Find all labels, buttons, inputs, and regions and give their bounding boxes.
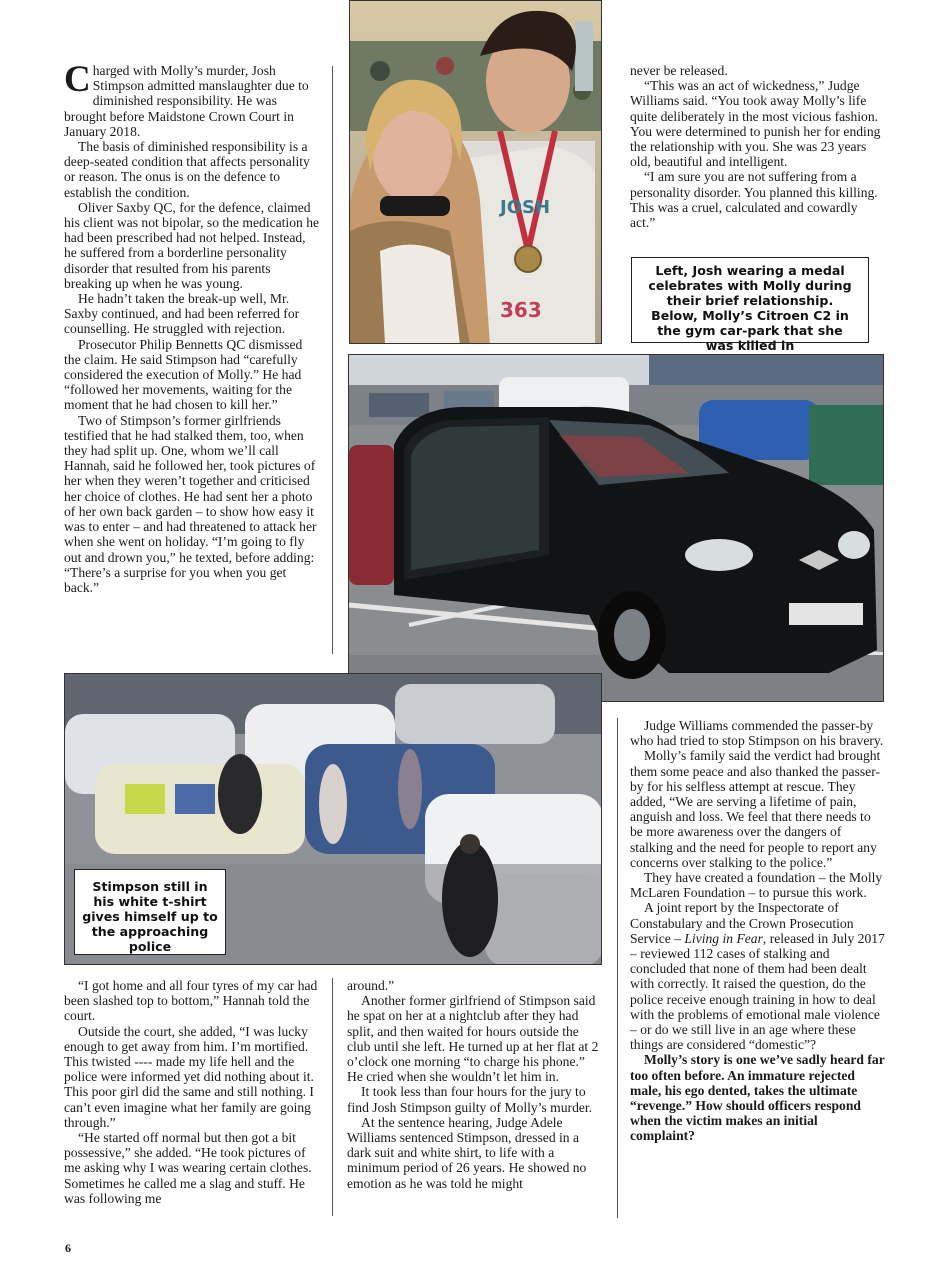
paragraph: Judge Williams commended the passer-by who had tried to stop Stimpson on his bravery. — [630, 718, 884, 749]
paragraph: At the sentence hearing, Judge Adele Williams sentenced Stimpson, dressed in a dark suit and white shirt, to life with a minimum period of 26 years. He showed no emotion as he was told he might — [347, 1114, 587, 1191]
paragraph: “I am sure you are not suffering from a personality disorder. You planned this killing. This was a cruel, calculated and cowardly act.” — [630, 169, 878, 231]
column-rule — [617, 718, 618, 1218]
article-column-1-bottom — [64, 978, 320, 1206]
paragraph: He hadn’t taken the break-up well, Mr. Saxby continued, and had been referred for counselling. He struggled with rejection. — [64, 291, 300, 337]
paragraph: “This was an act of wickedness,” Judge Williams said. “You took away Molly’s life quite deliberately in the most vicious fashion. You were determined to punish her for ending the relationship with you. She was 23 years old, beautiful and intelligent. — [630, 78, 881, 170]
article-column-3-top — [630, 63, 886, 230]
photo-caption-cctv: Stimpson still in his white t-shirt gives himself up to the approaching police — [74, 869, 226, 955]
paragraph: Prosecutor Philip Bennetts QC dismissed the claim. He said Stimpson had “carefully considered the execution of Molly.” He had “followed her movements, waiting for the moment that he had chosen to kill her.” — [64, 336, 303, 413]
article-column-3-bottom — [630, 718, 886, 1144]
closing-paragraph: Molly’s story is one we’ve sadly heard far too often before. An immature rejected male, his ego dented, takes the ultimate “revenge.” How should officers respond when the victim makes an initial complaint? — [630, 1052, 885, 1144]
car-photo — [348, 354, 884, 702]
paragraph: Another former girlfriend of Stimpson said he spat on her at a nightclub after they had split, and then waited for hours outside the club until she left. He turned up at her flat at 2 o’clock one morning “to charge his phone.” He cried when she wouldn’t let him in. — [347, 993, 599, 1085]
paragraph: It took less than four hours for the jury to find Josh Stimpson guilty of Molly’s murder. — [347, 1084, 593, 1115]
page-number: 6 — [65, 1241, 71, 1255]
paragraph: Two of Stimpson’s former girlfriends testified that he had stalked them, too, when they had split up. One, whom we’ll call Hannah, said he followed her, took pictures of her when they weren’t together and criticised her choice of clothes. He had sent her a photo of her own back garden – to show how easy it was to enter – and had threatened to attack her when she went on holiday. “I’m going to fly out and drown you,” he texted, before adding: “There’s a surprise for you when you get back.” — [64, 412, 317, 595]
drop-cap: C — [64, 59, 91, 100]
selfie-photo — [349, 0, 602, 344]
paragraph: A joint report by the Inspectorate of Constabulary and the Crown Prosecution Service – Living in Fear, released in July 2017 – reviewed 112 cases of stalking and concluded that none of them had been dealt with correctly. It raised the question, do the police receive enough training in how to deal with the problems of emotional male violence – or do we still live in an age where these things are considered “domestic”? — [630, 900, 885, 1053]
report-title: Living in Fear — [684, 930, 763, 946]
paragraph: The basis of diminished responsibility is a deep-seated condition that affects personality or reason. The onus is on the defence to establish the condition. — [64, 139, 310, 200]
paragraph: “He started off normal but then got a bit possessive,” she added. “He took pictures of me asking why I was wearing certain clothes. Sometimes he called me a slag and stuff. He was following me — [64, 1130, 312, 1206]
paragraph: Oliver Saxby QC, for the defence, claimed his client was not bipolar, so the medication he had been prescribed had not helped. Instead, he suffered from a borderline personality disorder that resulted from his parents breaking up when he was young. — [64, 199, 320, 291]
article-column-2-bottom — [347, 978, 603, 1191]
column-rule — [332, 978, 333, 1216]
photo-caption-top: Left, Josh wearing a medal celebrates with Molly during their brief relationship. Below, Molly’s Citroen C2 in the gym car-park that she was killed in — [631, 257, 869, 343]
paragraph: Charged with Molly’s murder, Josh Stimpson admitted manslaughter due to diminished responsibility. He was brought before Maidstone Crown Court in January 2018. — [64, 59, 309, 139]
paragraph: Outside the court, she added, “I was lucky enough to get away from him. I’m mortified. This twisted ---- made my life hell and the police were informed yet did nothing about it. This poor girl did the same and still nothing. I can’t even imagine what her family are going through.” — [64, 1023, 314, 1130]
paragraph: never be released. — [630, 63, 728, 78]
bib-number: 363 — [500, 298, 542, 322]
paragraph: Molly’s family said the verdict had brought them some peace and also thanked the passer-by for his selfless attempt at rescue. They added, “We are serving a lifetime of pain, anguish and loss. We feel that there needs to be more awareness over the dangers of stalking and the need for people to report any concerns over stalking to the police.” — [630, 748, 881, 870]
article-column-1-top — [64, 59, 320, 595]
paragraph: They have created a foundation – the Molly McLaren Foundation – to pursue this work. — [630, 870, 883, 901]
shirt-text: JOSH — [500, 197, 551, 218]
paragraph: around.” — [347, 978, 395, 993]
paragraph: “I got home and all four tyres of my car had been slashed top to bottom,” Hannah told the court. — [64, 978, 318, 1024]
column-rule — [332, 66, 333, 654]
